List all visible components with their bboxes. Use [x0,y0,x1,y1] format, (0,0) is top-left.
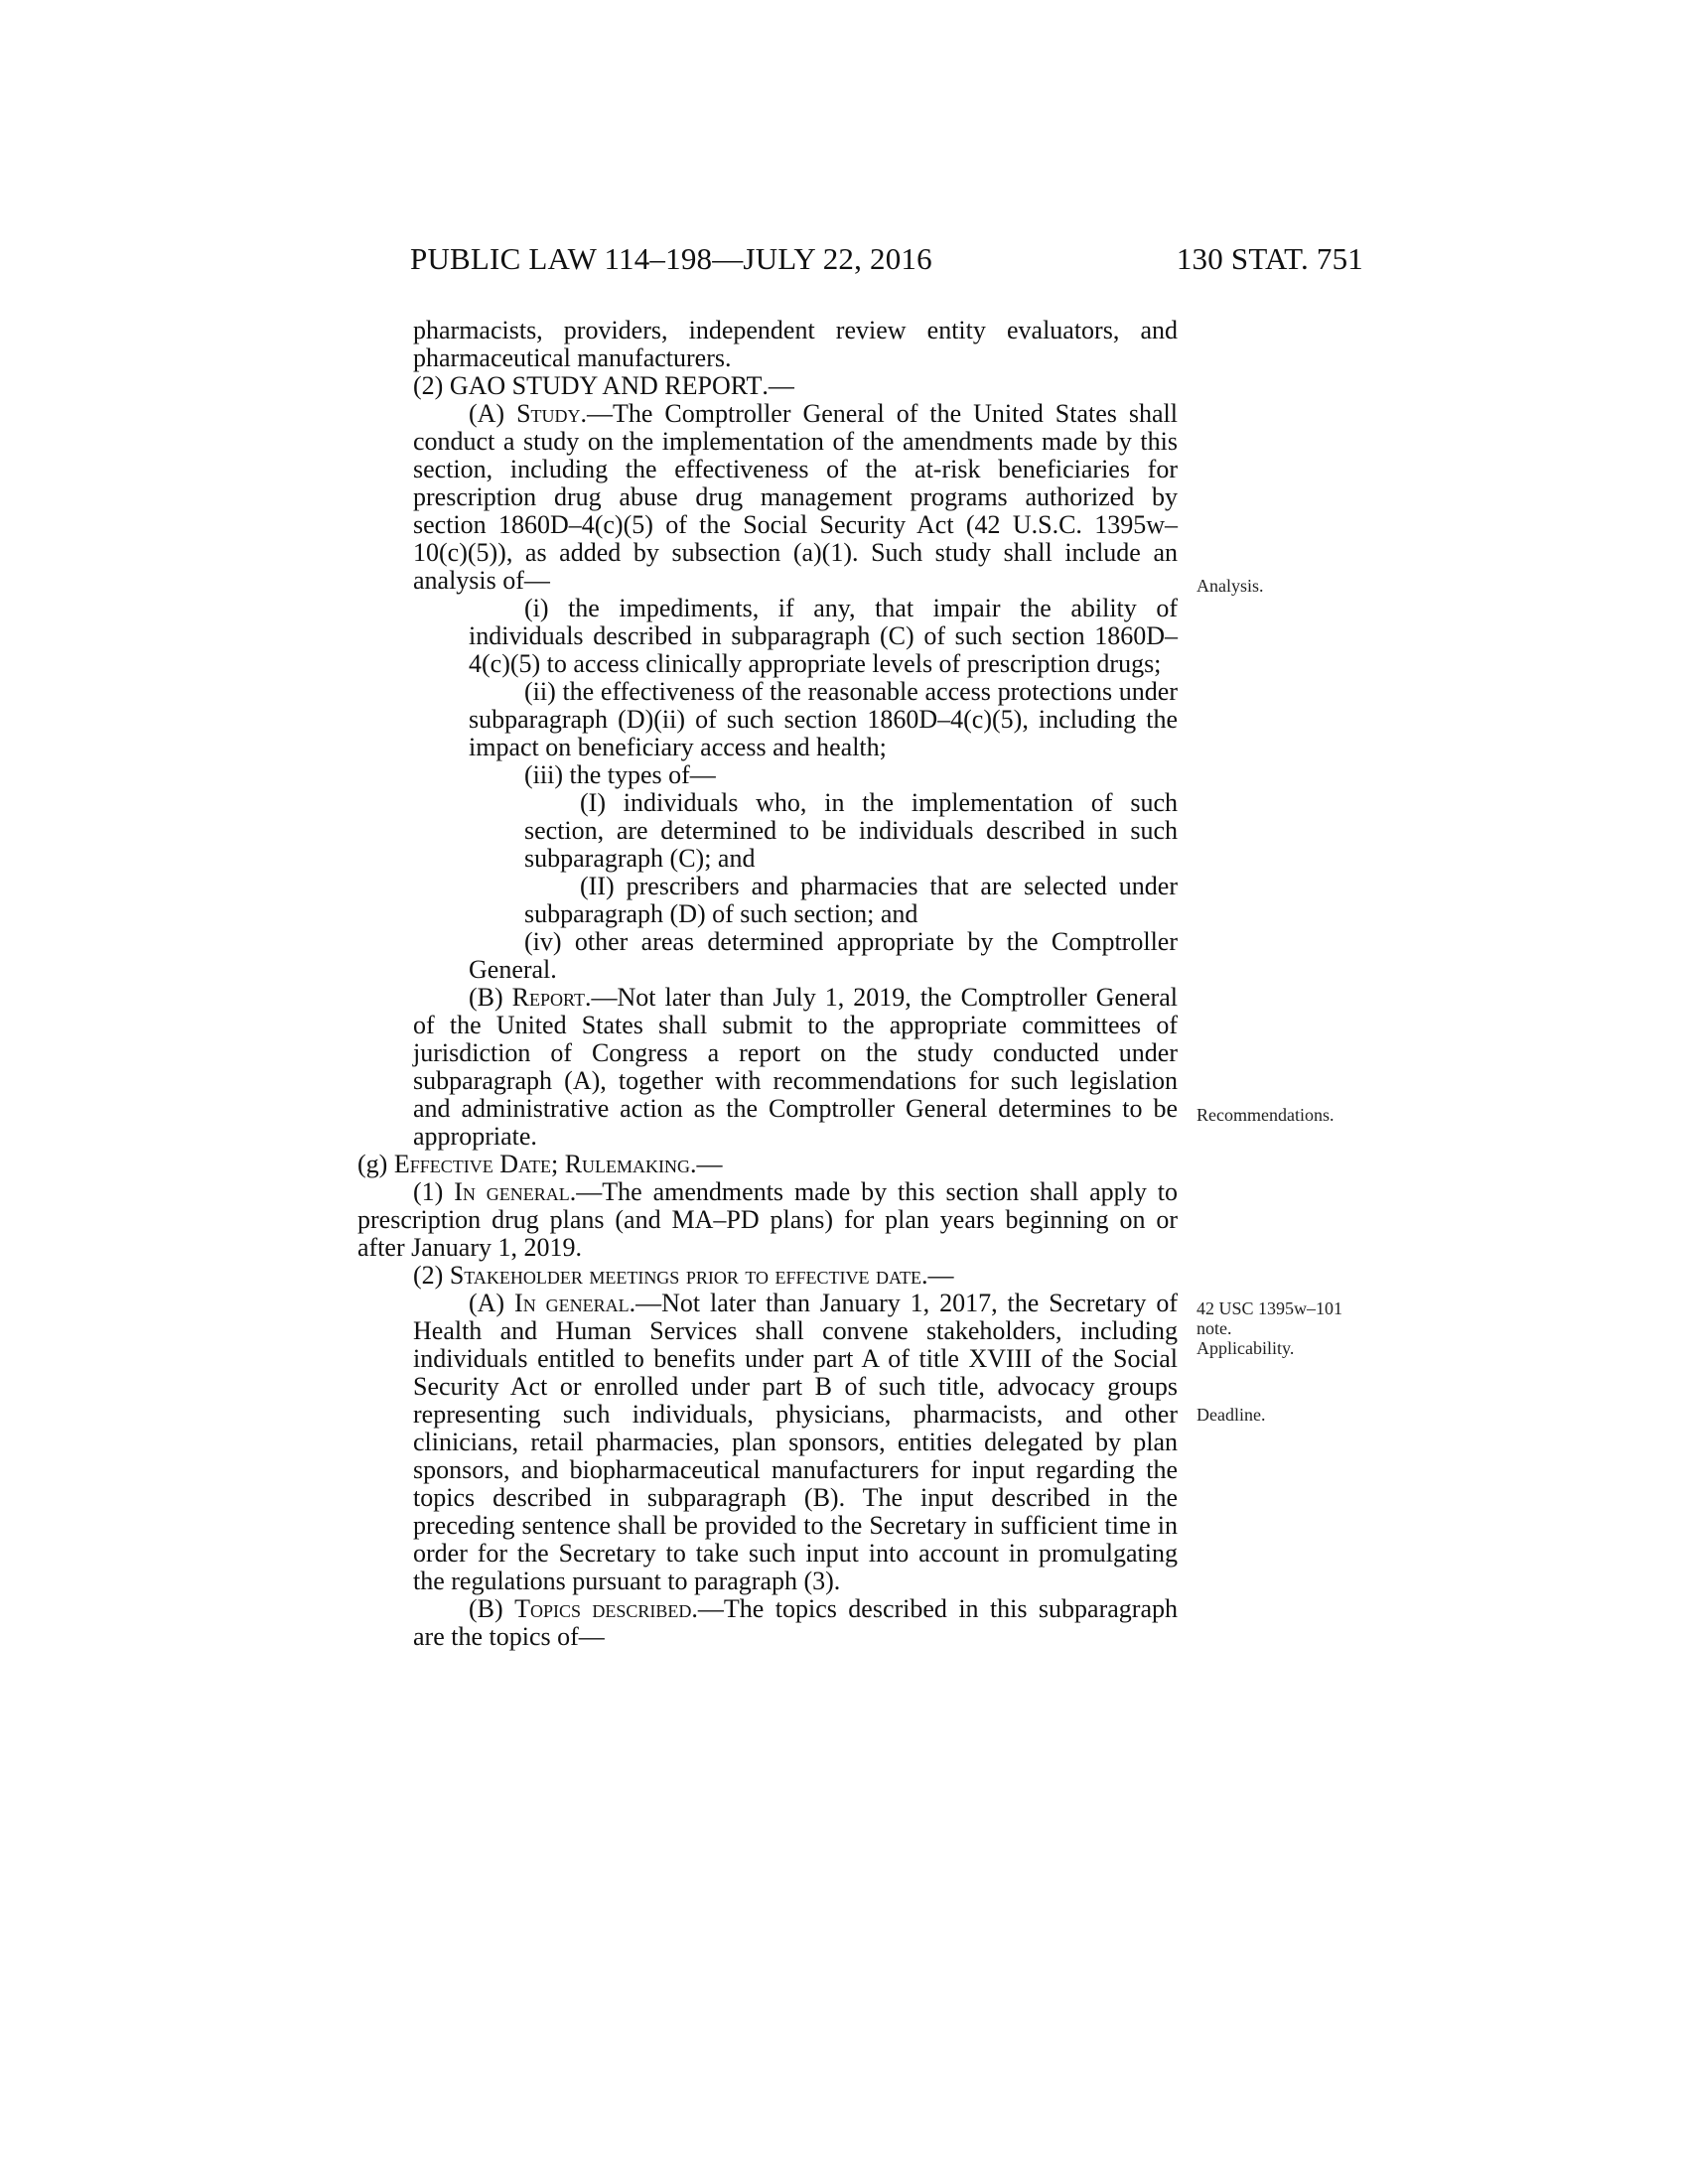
margin-note-usc: 42 USC 1395w–101 note. [1196,1298,1343,1338]
page-header [410,241,1363,285]
paragraph: (i) the impediments, if any, that impair the ability of individuals described in subparagraph (C) of such section 1860D–4(c)(5) to access clinically appropriate levels of prescription drugs; [469,594,1178,678]
paragraph: (1) In general.—The amendments made by this section shall apply to prescription drug plans (and MA–PD plans) for plan years beginning on or after January 1, 2019. [357,1177,1178,1262]
body-text [357,317,1178,1651]
running-head: PUBLIC LAW 114–198—JULY 22, 2016 [410,241,932,276]
paragraph-heading: (2) Stakeholder meetings prior to effective date.— [413,1261,954,1290]
paragraph-heading: (g) Effective Date; Rulemaking.— [357,1150,723,1178]
margin-note-analysis: Analysis. [1196,576,1264,596]
paragraph: (I) individuals who, in the implementation of such section, are determined to be individuals described in such subparagraph (C); and [524,788,1178,873]
page-number: 130 STAT. 751 [1176,241,1363,276]
paragraph: (B) Topics described.—The topics described in this subparagraph are the topics of— [413,1594,1178,1651]
paragraph: (II) prescribers and pharmacies that are selected under subparagraph (D) of such section; and [524,872,1178,928]
paragraph: (A) Study.—The Comptroller General of the United States shall conduct a study on the implementation of the amendments made by this section, including the effectiveness of the at-risk beneficiaries for prescription drug abuse drug management programs authorized by section 1860D–4(c)(5) of the Social Security Act (42 U.S.C. 1395w–10(c)(5)), as added by subsection (a)(1). Such study shall include an analysis of— [413,399,1178,595]
paragraph: (ii) the effectiveness of the reasonable access protections under subparagraph (D)(ii) of such section 1860D–4(c)(5), including the impact on beneficiary access and health; [469,677,1178,761]
margin-note-deadline: Deadline. [1196,1405,1266,1425]
paragraph: (A) In general.—Not later than January 1, 2017, the Secretary of Health and Human Services shall convene stakeholders, including individuals entitled to benefits under part A of title XVIII of the Social Security Act or enrolled under part B of such title, advocacy groups representing such individuals, physicians, pharmacists, and other clinicians, retail pharmacies, plan sponsors, entities delegated by plan sponsors, and biopharmaceutical manufacturers for input regarding the topics described in subparagraph (B). The input described in the preceding sentence shall be provided to the Secretary in sufficient time in order for the Secretary to take such input into account in promulgating the regulations pursuant to paragraph (3). [413,1289,1179,1595]
paragraph: (iii) the types of— [524,760,716,789]
margin-note-applicability: Applicability. [1196,1338,1295,1358]
paragraph: (iv) other areas determined appropriate by the Comptroller General. [469,927,1178,984]
paragraph: (B) Report.—Not later than July 1, 2019, the Comptroller General of the United States shall submit to the appropriate committees of jurisdiction of Congress a report on the study conducted under subparagraph (A), together with recommendations for such legislation and administrative action as the Comptroller General determines to be appropriate. [413,983,1178,1151]
paragraph-heading: (2) GAO STUDY AND REPORT.— [413,371,794,400]
margin-note-recommendations: Recommendations. [1196,1105,1335,1125]
paragraph: pharmacists, providers, independent review entity evaluators, and pharmaceutical manufacturers. [413,316,1178,372]
